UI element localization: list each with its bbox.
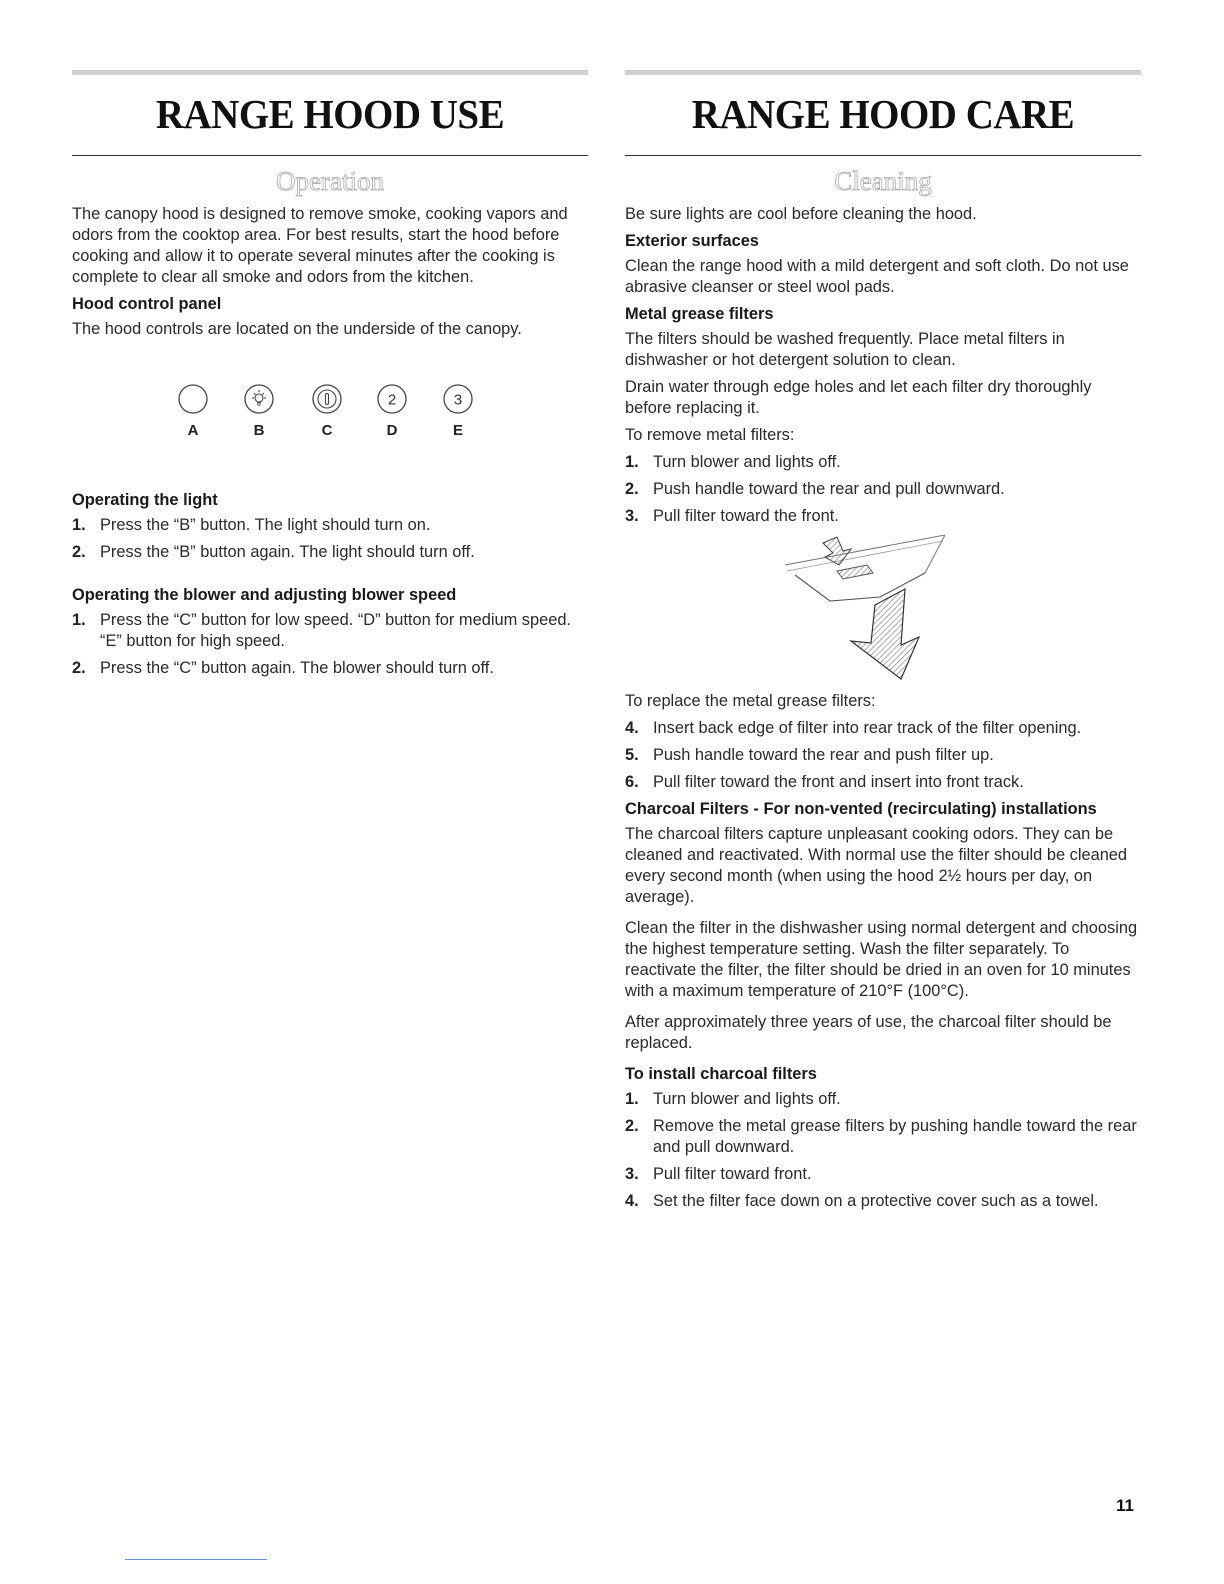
list-item: 4. Insert back edge of filter into rear track of the filter opening. bbox=[625, 719, 1082, 737]
section-title-cleaning: Cleaning bbox=[834, 166, 932, 196]
exterior-text: Clean the range hood with a mild detergent and soft cloth. Do not use abrasive cleanser or steel wool pads. bbox=[625, 257, 1129, 296]
list-item: 2. Press the “C” button again. The blower should turn off. bbox=[72, 659, 494, 677]
speed-3-symbol: 3 bbox=[453, 391, 463, 409]
replace-intro: To replace the metal grease filters: bbox=[625, 692, 876, 710]
install-heading: To install charcoal filters bbox=[625, 1065, 817, 1083]
filter-removal-illustration bbox=[625, 533, 1141, 683]
control-label: C bbox=[321, 422, 333, 439]
title-rule bbox=[625, 155, 1141, 156]
replace-steps bbox=[625, 718, 1141, 793]
speed-2-symbol: 2 bbox=[387, 391, 397, 409]
power-icon bbox=[310, 382, 344, 416]
list-item: 4. Set the filter face down on a protective cover such as a towel. bbox=[625, 1192, 1099, 1210]
list-item: 1. Press the “B” button. The light should turn on. bbox=[72, 516, 431, 534]
grease-text-2: Drain water through edge holes and let each filter dry thoroughly before replacing it. bbox=[625, 378, 1092, 417]
control-panel-diagram bbox=[72, 382, 588, 472]
blank-button-icon bbox=[176, 382, 210, 416]
light-bulb-icon bbox=[242, 382, 276, 416]
list-item: 2. Press the “B” button again. The light should turn off. bbox=[72, 543, 475, 561]
page-number: 11 bbox=[1116, 1496, 1134, 1515]
control-c bbox=[310, 382, 344, 439]
range-hood-care-column bbox=[625, 70, 1141, 1218]
control-a bbox=[176, 382, 210, 439]
operating-blower-heading: Operating the blower and adjusting blower speed bbox=[72, 586, 457, 604]
operating-light-heading: Operating the light bbox=[72, 491, 218, 509]
control-label: E bbox=[452, 422, 463, 439]
control-panel-heading: Hood control panel bbox=[72, 295, 222, 313]
control-e bbox=[441, 382, 475, 439]
list-item: 3. Pull filter toward the front. bbox=[625, 507, 839, 525]
list-item: 6. Pull filter toward the front and insert into front track. bbox=[625, 773, 1024, 791]
list-item: 1. Press the “C” button for low speed. “D” button for medium speed. “E” button for high speed. bbox=[72, 611, 571, 650]
list-item: 1. Turn blower and lights off. bbox=[625, 1090, 841, 1108]
charcoal-text-3: After approximately three years of use, the charcoal filter should be replaced. bbox=[625, 1013, 1112, 1052]
top-rule bbox=[72, 70, 588, 75]
control-label: D bbox=[386, 422, 398, 439]
control-panel-text: The hood controls are located on the underside of the canopy. bbox=[72, 320, 522, 338]
control-label: B bbox=[253, 422, 265, 439]
list-item: 1. Turn blower and lights off. bbox=[625, 453, 841, 471]
grease-text-1: The filters should be washed frequently. Place metal filters in dishwasher or hot detergent solution to clean. bbox=[625, 330, 1065, 369]
control-label: A bbox=[187, 422, 199, 439]
control-b bbox=[242, 382, 276, 439]
title-rule bbox=[72, 155, 588, 156]
range-hood-use-column bbox=[72, 70, 588, 685]
control-d bbox=[375, 382, 409, 439]
filter-arrow-illustration bbox=[625, 533, 1141, 683]
bottom-link-underline[interactable] bbox=[125, 1559, 267, 1560]
remove-intro: To remove metal filters: bbox=[625, 426, 795, 444]
top-rule bbox=[625, 70, 1141, 75]
list-item: 3. Pull filter toward front. bbox=[625, 1165, 812, 1183]
speed-2-icon bbox=[375, 382, 409, 416]
section-title-operation: Operation bbox=[276, 166, 384, 196]
list-item: 2. Push handle toward the rear and pull downward. bbox=[625, 480, 1005, 498]
light-steps bbox=[72, 515, 588, 563]
blower-steps bbox=[72, 610, 588, 679]
operation-intro: The canopy hood is designed to remove smoke, cooking vapors and odors from the cooktop area. For best results, start the hood before cooking and allow it to operate several minutes after the cooking is complete to clear all smoke and odors from the kitchen. bbox=[72, 205, 568, 286]
speed-3-icon bbox=[441, 382, 475, 416]
charcoal-text-2: Clean the filter in the dishwasher using normal detergent and choosing the highest temperature setting. Wash the filter separately. To reactivate the filter, the filter should be dried in an oven for 10 minutes with a maximum temperature of 210°F (100°C). bbox=[625, 919, 1138, 1000]
exterior-heading: Exterior surfaces bbox=[625, 232, 759, 250]
list-item: 2. Remove the metal grease filters by pushing handle toward the rear and pull downward. bbox=[625, 1117, 1137, 1156]
grease-heading: Metal grease filters bbox=[625, 305, 774, 323]
list-item: 5. Push handle toward the rear and push filter up. bbox=[625, 746, 994, 764]
charcoal-heading: Charcoal Filters - For non-vented (recirculating) installations bbox=[625, 800, 1097, 818]
charcoal-text-1: The charcoal filters capture unpleasant cooking odors. They can be cleaned and reactivated. With normal use the filter should be cleaned every second month (when using the hood 2½ hours per day, on average). bbox=[625, 825, 1128, 906]
cleaning-intro: Be sure lights are cool before cleaning the hood. bbox=[625, 205, 977, 223]
page-title-care: RANGE HOOD CARE bbox=[691, 91, 1075, 137]
remove-steps bbox=[625, 452, 1141, 527]
page-title-use: RANGE HOOD USE bbox=[155, 91, 505, 137]
install-steps bbox=[625, 1089, 1141, 1212]
